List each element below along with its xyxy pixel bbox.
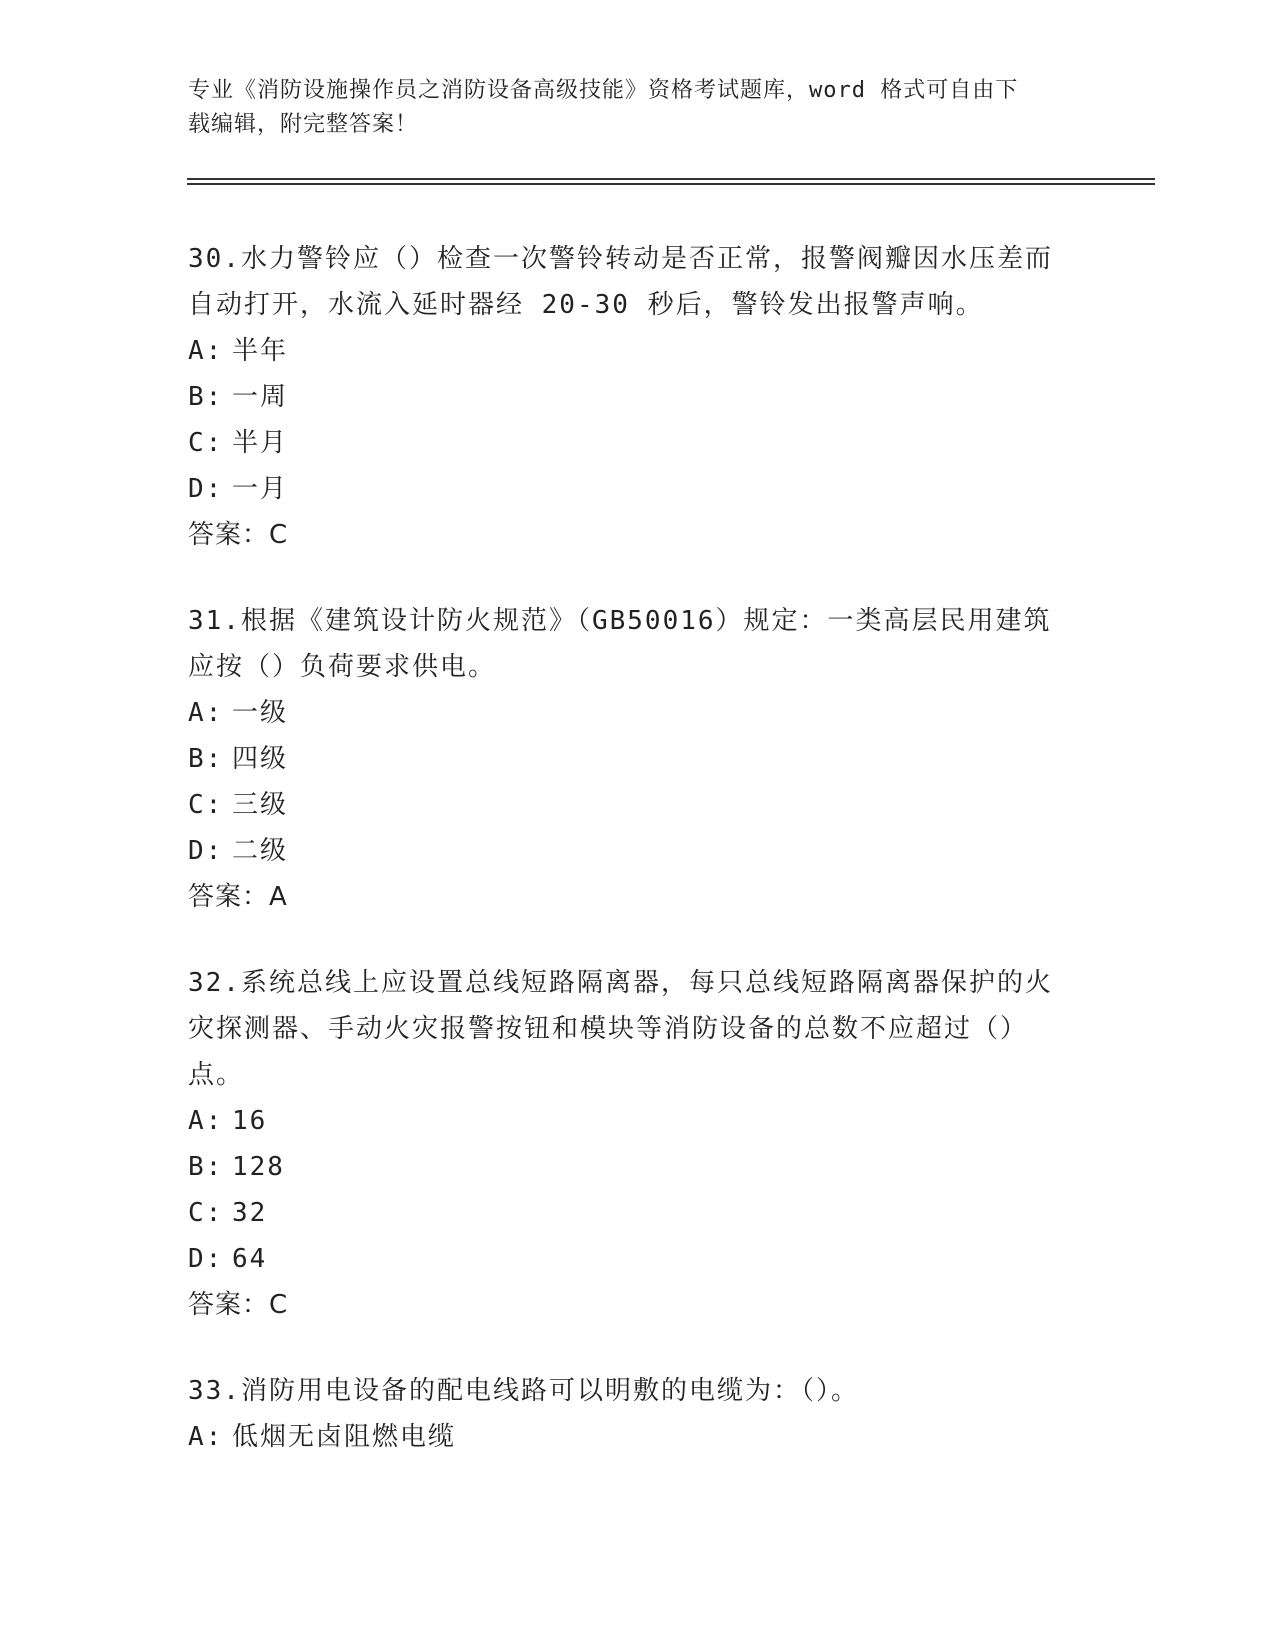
- question-32: [188, 960, 1088, 1328]
- option-text: 64: [232, 1244, 268, 1274]
- option-key: D:: [188, 1244, 224, 1274]
- answer-line: [188, 1282, 1088, 1328]
- option-text: 128: [232, 1152, 285, 1182]
- document-header: [188, 74, 1068, 142]
- option-text: 低烟无卤阻燃电缆: [232, 1422, 457, 1452]
- option-key: A:: [188, 336, 224, 366]
- question-stem-line: 点。: [188, 1060, 245, 1090]
- question-30: [188, 236, 1088, 558]
- question-31: [188, 598, 1088, 920]
- option-b: [188, 736, 1088, 782]
- option-key: A:: [188, 698, 224, 728]
- option-b: [188, 1144, 1088, 1190]
- option-text: 半年: [232, 336, 289, 366]
- option-text: 一级: [232, 698, 289, 728]
- question-stem-line: 自动打开，水流入延时器经 20-30 秒后，警铃发出报警声响。: [188, 290, 984, 320]
- option-key: C:: [188, 1198, 224, 1228]
- answer-value: A: [269, 882, 288, 912]
- option-c: [188, 420, 1088, 466]
- option-a: [188, 328, 1088, 374]
- option-text: 三级: [232, 790, 289, 820]
- option-text: 一周: [232, 382, 289, 412]
- option-text: 16: [232, 1106, 268, 1136]
- header-rule-bottom: [187, 183, 1155, 185]
- answer-line: [188, 512, 1088, 558]
- option-key: B:: [188, 744, 224, 774]
- option-text: 32: [232, 1198, 268, 1228]
- header-line-1: 专业《消防设施操作员之消防设备高级技能》资格考试题库，word 格式可自由下: [188, 78, 1019, 103]
- option-b: [188, 374, 1088, 420]
- answer-value: C: [269, 1290, 289, 1320]
- option-key: C:: [188, 790, 224, 820]
- option-a: [188, 690, 1088, 736]
- question-33: [188, 1368, 1088, 1460]
- option-key: C:: [188, 428, 224, 458]
- answer-label: 答案：: [188, 882, 270, 912]
- option-text: 半月: [232, 428, 289, 458]
- option-key: A:: [188, 1422, 224, 1452]
- option-key: B:: [188, 382, 224, 412]
- question-stem-line: 30.水力警铃应（）检查一次警铃转动是否正常，报警阀瓣因水压差而: [188, 244, 1053, 274]
- option-d: [188, 466, 1088, 512]
- answer-line: [188, 874, 1088, 920]
- option-a: [188, 1414, 1088, 1460]
- option-a: [188, 1098, 1088, 1144]
- option-d: [188, 1236, 1088, 1282]
- answer-value: C: [269, 520, 289, 550]
- option-c: [188, 1190, 1088, 1236]
- header-line-2: 载编辑，附完整答案！: [188, 112, 419, 137]
- option-text: 四级: [232, 744, 289, 774]
- header-rule-top: [187, 178, 1155, 180]
- option-c: [188, 782, 1088, 828]
- option-d: [188, 828, 1088, 874]
- question-list: [188, 236, 1088, 1500]
- answer-label: 答案：: [188, 1290, 270, 1320]
- question-stem-line: 33.消防用电设备的配电线路可以明敷的电缆为：（）。: [188, 1376, 859, 1406]
- option-text: 二级: [232, 836, 289, 866]
- option-text: 一月: [232, 474, 289, 504]
- option-key: D:: [188, 474, 224, 504]
- question-stem-line: 32.系统总线上应设置总线短路隔离器，每只总线短路隔离器保护的火: [188, 968, 1053, 998]
- option-key: A:: [188, 1106, 224, 1136]
- question-stem-line: 灾探测器、手动火灾报警按钮和模块等消防设备的总数不应超过（）: [188, 1014, 1029, 1044]
- option-key: B:: [188, 1152, 224, 1182]
- question-stem-line: 应按（）负荷要求供电。: [188, 652, 497, 682]
- option-key: D:: [188, 836, 224, 866]
- answer-label: 答案：: [188, 520, 270, 550]
- question-stem-line: 31.根据《建筑设计防火规范》（GB50016）规定：一类高层民用建筑: [188, 606, 1052, 636]
